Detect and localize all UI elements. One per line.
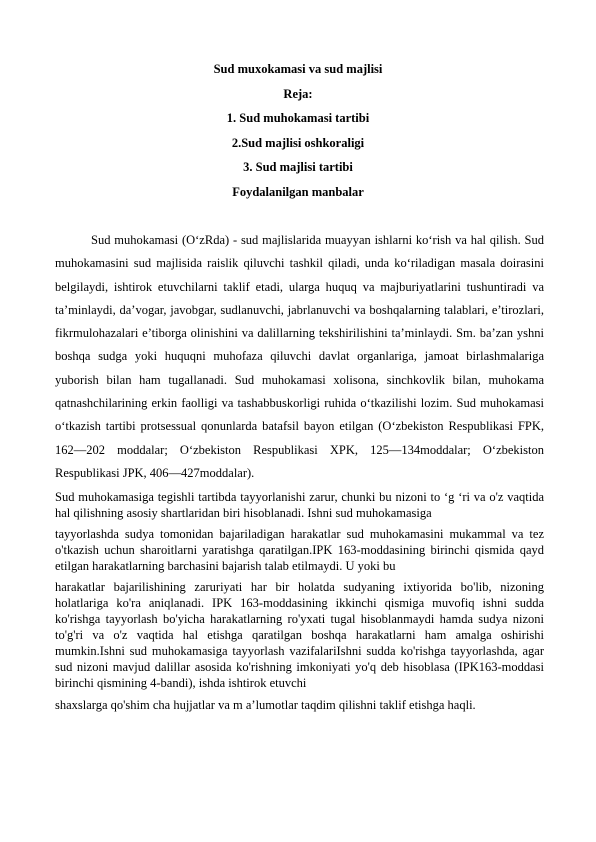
- plan-label: Reja:: [283, 86, 313, 101]
- plan-item: 3. Sud majlisi tartibi: [243, 160, 353, 175]
- body-paragraph: Sud muhokamasiga tegishli tartibda tayyorlanishi zarur, chunki bu nizoni to ‘g ‘ri va o'z vaqtida hal qilishning asosiy shartlaridan biri hisoblanadi. Ishni sud muhokamasiga: [55, 490, 544, 521]
- body-paragraph: harakatlar bajarilishining zaruriyati har bir holatda sudyaning ixtiyorida bo'lib, nizoning holatlariga ko'ra aniqlanadi. IPK 163-moddasining ikkinchi qismiga muvofiq ishni sudda ko'rishga tayyorlash bo'yicha harakatlarning ro'yxati tugal hisoblanmaydi hamda sudya nizoni to'g'ri va o'z vaqtida hal etishga qaratilgan boshqa harakatlarni ham amalga oshirishi mumkin.Ishni sud muhokamasiga tayyorlash vazifalariIshni sudda ko'rishga tayyorlashda, agar sud nizoni mavjud dalillar asosida ko'rishning imkoniyati yo'q deb hisoblasa (IPK163-moddasi birinchi qismining 4-bandi), ishda ishtirok etuvchi: [55, 580, 544, 691]
- body-paragraph: tayyorlashda sudya tomonidan bajariladigan harakatlar sud muhokamasini mukammal va tez o'tkazish uchun sharoitlarni yaratishga qaratilgan.IPK 163-moddasining birinchi qismida qayd etilgan harakatlarning barchasini bajarish talab etilmaydi. U yoki bu: [55, 527, 544, 574]
- plan-item: 1. Sud muhokamasi tartibi: [226, 111, 370, 126]
- document-header: [0, 57, 596, 205]
- body-paragraph: Sud muhokamasi (O‘zRda) - sud majlislarida muayyan ishlarni ko‘rish va hal qilish. Sud muhokamasini sud majlisida raislik qiluvchi tashkil qiladi, unda ko‘riladigan masala doirasini belgilaydi, ishtirok etuvchilarni taklif etadi, ularga huquq va majburiyatlarini tushuntiradi va ta’minlaydi, da’vogar, javobgar, sudlanuvchi, jabrlanuvchi va boshqalarning talablari, e’tirozlari, fikrmulohazalari e’tiborga olinishini va dalillarning tekshirilishini ta’minlaydi. Sm. ba’zan yshni boshqa sudga yoki huquqni muhofaza qiluvchi davlat organlariga, jamoat birlashmalariga yuborish bilan ham tugallanadi. Sud muhokamasi xolisona, sinchkovlik bilan, muhokama qatnashchilarining erkin faolligi va tashabbuskorligi ruhida o‘tkazilishi lozim. Sud muhokamasi o‘tkazish tartibi protsessual qonunlarda batafsil bayon etilgan (O‘zbekiston Respublikasi FPK, 162—202 moddalar; O‘zbekiston Respublikasi XPK, 125—134moddalar; O‘zbekiston Respublikasi JPK, 406—427moddalar).: [55, 233, 544, 480]
- body-paragraph: shaxslarga qo'shim cha hujjatlar va m a’lumotlar taqdim qilishni taklif etishga haqli.: [55, 698, 476, 713]
- document-title: Sud muxokamasi va sud majlisi: [213, 62, 383, 76]
- document-body: [55, 229, 544, 713]
- plan-item: 2.Sud majlisi oshkoraligi: [231, 135, 365, 150]
- plan-item: Foydalanilgan manbalar: [232, 184, 364, 199]
